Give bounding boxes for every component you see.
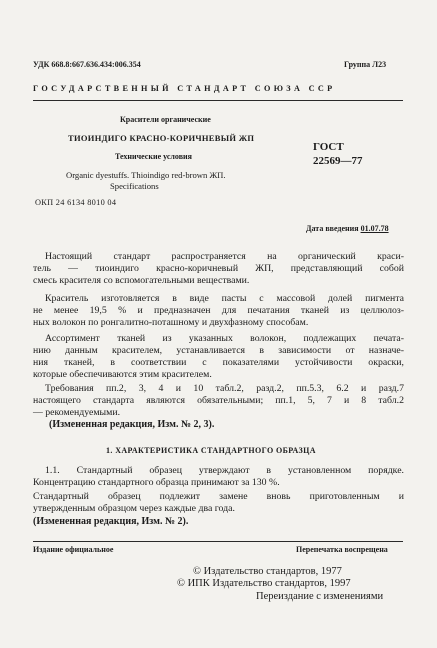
reissue-note: Переиздание с изменениями [256, 591, 384, 602]
english-title-line1: Organic dyestuffs. Thioindigo red-brown ЖП. [66, 170, 226, 180]
text-line: которые обеспечиваются этим красителем. [33, 369, 212, 380]
paragraph-composition [33, 293, 404, 329]
text-line: Настоящий стандарт распространяется на органический краси- [45, 251, 404, 262]
official-edition: Издание официальное [33, 545, 114, 554]
english-title-line2: Specifications [110, 181, 159, 191]
text-line: ных волокон по ронгалитно-поташному и двухфазному способам. [33, 317, 309, 328]
category-label: Красители органические [120, 115, 211, 124]
revision-note-1: (Измененная редакция, Изм. № 2, 3). [49, 419, 215, 430]
intro-date-value: 01.07.78 [360, 224, 389, 233]
text-line: нию данным красителем, устанавливается в зависимости от назначе- [33, 345, 404, 356]
header-divider [33, 100, 403, 101]
copyright-1997: © ИПК Издательство стандартов, 1997 [177, 578, 351, 589]
paragraph-replacement [33, 491, 404, 515]
product-name: ТИОИНДИГО КРАСНО-КОРИЧНЕВЫЙ ЖП [68, 133, 255, 143]
paragraph-scope [33, 251, 404, 287]
text-line: Стандартный образец подлежит замене вновь приготовленным и [33, 491, 404, 502]
text-line: настоящего стандарта являются обязательными; пп.1, 5, 7 и 8 табл.2 [33, 395, 404, 406]
reprint-prohibited: Перепечатка воспрещена [296, 545, 388, 554]
intro-date-label: Дата введения [306, 224, 359, 233]
text-line: утвержденным образцом через каждые два года. [33, 503, 235, 514]
paragraph-1-1 [33, 465, 404, 489]
udk-code: УДК 668.8:667.636.434:006.354 [33, 60, 141, 69]
footer-divider [33, 541, 403, 542]
revision-note-2: (Измененная редакция, Изм. № 2). [33, 516, 189, 527]
text-line: тель — тиоиндиго красно-коричневый ЖП, представляющий собой [33, 263, 404, 274]
group-code: Группа Л23 [344, 60, 387, 69]
text-line: Краситель изготовляется в виде пасты с массовой долей пигмента [45, 293, 404, 304]
text-line: смесь красителя со вспомогательными веществами. [33, 275, 250, 286]
text-line: 1.1. Стандартный образец утверждают в установленном порядке. [45, 465, 404, 476]
text-line: не менее 19,5 % и предназначен для печатания тканей из целлюлоз- [33, 305, 404, 316]
gost-number: 22569—77 [313, 155, 363, 167]
intro-date [306, 224, 389, 233]
text-line: Концентрацию стандартного образца принимают за 130 %. [33, 477, 280, 488]
text-line: Ассортимент тканей из указанных волокон, подлежащих печата- [45, 333, 404, 344]
text-line: ния тканей, в соответствии с показателями устойчивости окраски, [33, 357, 404, 368]
state-standard-title: ГОСУДАРСТВЕННЫЙ СТАНДАРТ СОЮЗА ССР [33, 84, 336, 93]
text-line: Требования пп.2, 3, 4 и 10 табл.2, разд.2, пп.5.3, 6.2 и разд.7 [45, 383, 404, 394]
gost-label: ГОСТ [313, 141, 344, 153]
okp-code: ОКП 24 6134 8010 04 [35, 198, 117, 207]
text-line: — рекомендуемыми. [33, 407, 121, 418]
paragraph-assortment [33, 333, 404, 381]
section-title: 1. ХАРАКТЕРИСТИКА СТАНДАРТНОГО ОБРАЗЦА [106, 446, 316, 455]
spec-label: Технические условия [115, 152, 192, 161]
paragraph-requirements [33, 383, 404, 419]
copyright-1977: © Издательство стандартов, 1977 [193, 566, 342, 577]
